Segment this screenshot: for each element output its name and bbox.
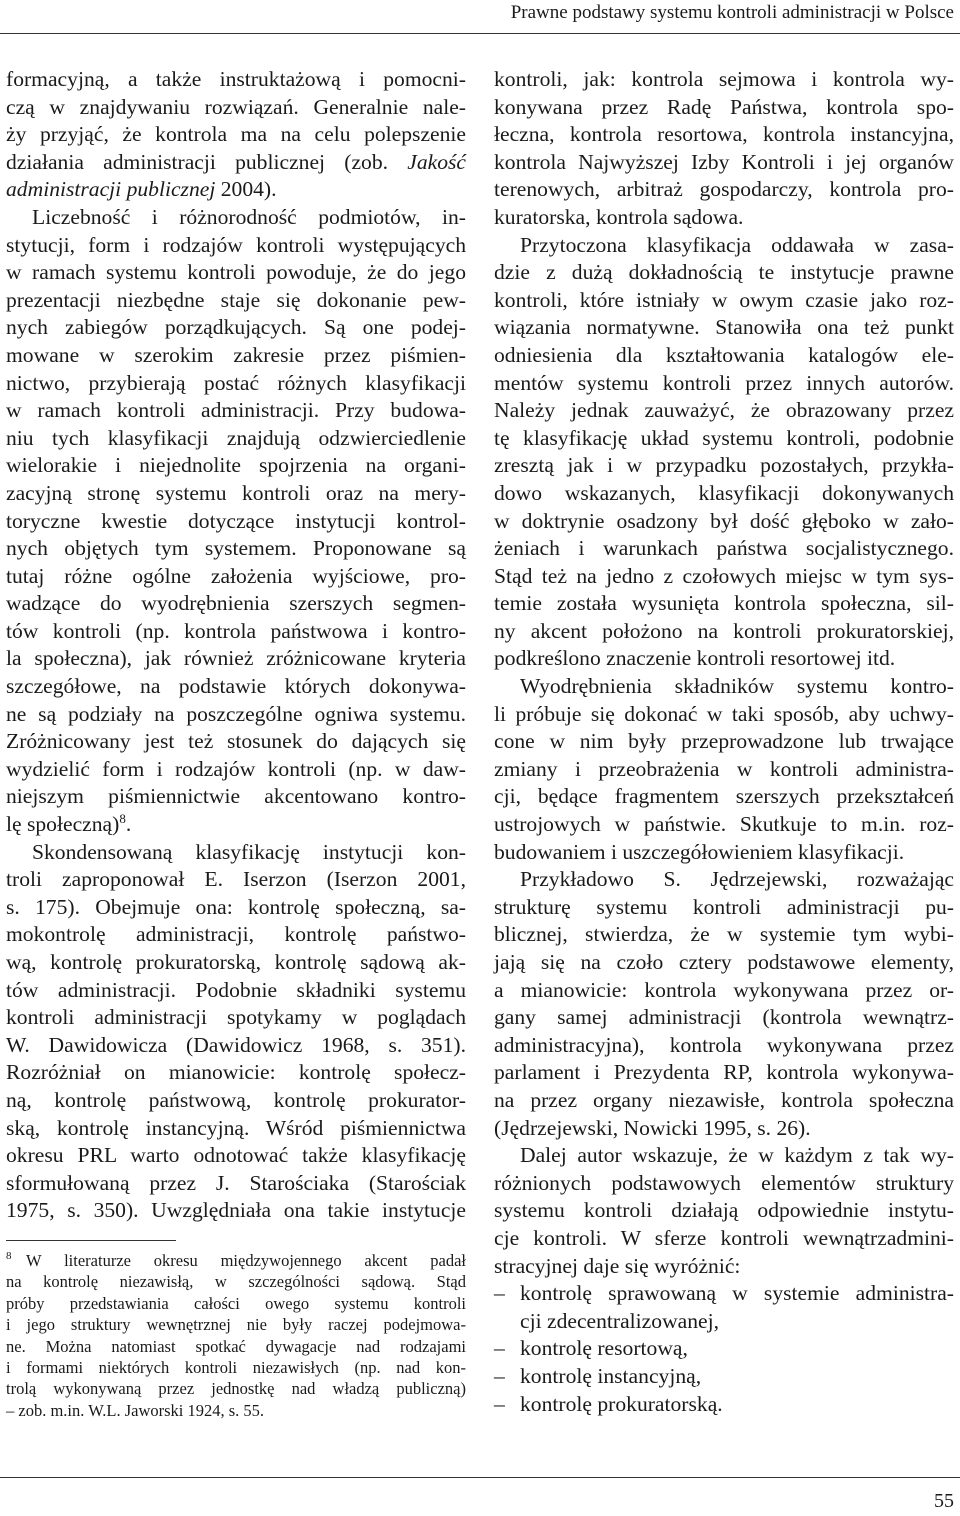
footnote-number: 8: [6, 1250, 12, 1262]
text-line: cone w nim były przeprowadzone lub trwające: [494, 729, 954, 754]
list-item-text: cji zdecentralizowanej,: [520, 1308, 720, 1333]
text-line-with-italic: [6, 176, 466, 204]
text-line: niejszym piśmiennictwie akcentowano kontro-: [6, 784, 466, 809]
text-line: (Jędrzejewski, Nowicki 1995, s. 26).: [494, 1115, 811, 1140]
text-line: strukturę systemu kontroli administracji pu-: [494, 894, 954, 919]
text-fragment: .: [125, 812, 132, 837]
text-line: wiązania normatywne. Stanowiła ona też punkt: [494, 315, 954, 340]
text-line: kontrola Najwyższej Izby Kontroli i jej organów: [494, 149, 954, 174]
text-line: wielorakie i niejednolite spojrzenia na organi-: [6, 453, 466, 478]
text-line: Należy jednak zauważyć, że obrazowany przez: [494, 398, 954, 423]
footnote-reference[interactable]: 8: [119, 810, 126, 826]
text-line: mokontrolę administracji, kontrolę państwo-: [6, 922, 466, 947]
footnote-divider: [6, 1240, 176, 1241]
text-line: nych objętych tym systemem. Proponowane są: [6, 536, 466, 561]
text-line: Skondensowaną klasyfikację instytucji kon-: [32, 839, 466, 864]
text-line: ustrojowych w państwie. Skutkuje to m.in. roz-: [494, 812, 954, 837]
text-line: szczegółowe, na podstawie których dokonywa-: [6, 674, 466, 699]
text-line: zresztą jak i w przypadku pozostałych, przykła-: [494, 453, 954, 478]
text-line: Rozróżniał on mianowicie: kontrolę społecz-: [6, 1060, 466, 1085]
list-dash: –: [494, 1336, 505, 1361]
text-line: kontroli, które istniały w owym czasie jako roz-: [494, 287, 954, 312]
text-line: formacyjną, a także instruktażową i pomocni-: [6, 67, 466, 91]
text-fragment: lę społeczną): [6, 812, 120, 837]
text-line: cji, będące fragmentem szerszych przekształceń: [494, 784, 954, 809]
text-line: podkreślono znaczenie kontroli resortowej itd.: [494, 646, 896, 671]
footnote-line: ne. Można natomiast spotkać dywagacje nad rodzajami: [6, 1336, 466, 1356]
text-line: temie została wysunięta kontrola społeczna, sil-: [494, 591, 954, 616]
text-line: Zróżnicowany jest też stosunek do dających się: [6, 729, 466, 754]
text-line: stytucji, form i rodzajów kontroli występujących: [6, 232, 466, 257]
text-line: różnionych podstawowych elementów struktury: [494, 1170, 954, 1195]
text-line: blicznej, stwierdza, że w systemie tym wybi-: [494, 922, 954, 947]
text-line: parlament i Prezydenta RP, kontrola wykonywa-: [494, 1060, 954, 1085]
text-line: tę klasyfikację układ systemu kontroli, podobnie: [494, 425, 954, 450]
text-line: ży przyjąć, że kontrola ma na celu polepszenie: [6, 122, 466, 147]
list-item-text: kontrolę resortową,: [520, 1336, 688, 1361]
text-line: li próbuje się dokonać w taki sposób, aby uchwy-: [494, 701, 954, 726]
footnote-line: W literaturze okresu międzywojennego akcent padał: [26, 1251, 466, 1270]
text-line: konywana przez Radę Państwa, kontrola spo-: [494, 94, 954, 119]
text-line: wą, kontrolę prokuratorską, kontrolę sądową ak-: [6, 950, 466, 974]
text-line: Stąd też na jedno z czołowych miejsc w tym sys-: [494, 563, 954, 588]
text-line: budowaniem i uszczegółowieniem klasyfikacji.: [494, 839, 905, 864]
text-line: Wyodrębnienia składników systemu kontro-: [520, 674, 954, 699]
text-line: Liczebność i różnorodność podmiotów, in-: [32, 204, 466, 229]
text-line: 1975, s. 350). Uwzględniała ona takie instytucje: [6, 1198, 466, 1223]
text-line: w ramach kontroli administracji. Przy budowa-: [6, 398, 466, 423]
text-line: gany samej administracji (kontrola wewnątrz-: [494, 1005, 954, 1030]
text-line: kuratorska, kontrola sądowa.: [494, 204, 744, 229]
list-dash: –: [494, 1391, 505, 1416]
text-line: w doktrynie osadzony był dość głęboko w zało-: [494, 508, 954, 533]
text-line: ne są podziały na poszczególne ogniwa systemu.: [6, 701, 466, 726]
list-item: [494, 1280, 954, 1308]
text-line: systemu kontroli działają odpowiednie instytu-: [494, 1198, 954, 1223]
text-line-with-italic: [6, 149, 466, 177]
footer-divider: [0, 1477, 960, 1478]
text-line: tutaj różne ogólne założenia wyjściowe, pro-: [6, 563, 466, 588]
text-line: administracyjna), kontrola wykonywana przez: [494, 1032, 954, 1057]
text-line: mowane w szerokim zakresie przez piśmien-: [6, 342, 466, 367]
text-line: niu tych klasyfikacji znajdują odzwierciedlenie: [6, 425, 466, 450]
header-divider: [0, 33, 960, 34]
text-line: jają się na czoło cztery podstawowe elementy,: [494, 950, 954, 974]
text-line: a mianowicie: kontrola wykonywana przez or-: [494, 977, 954, 1002]
text-line: Przykładowo S. Jędrzejewski, rozważając: [520, 867, 954, 892]
text-line: W. Dawidowicza (Dawidowicz 1968, s. 351).: [6, 1032, 466, 1057]
text-fragment: działania administracji publicznej (zob.: [6, 149, 408, 174]
footnote-line: trolą wykonywaną przez jednostkę nad władzą publiczną): [6, 1379, 466, 1399]
italic-citation: Jakość: [407, 149, 466, 174]
text-line: łeczna, kontrola resortowa, kontrola instancyjna,: [494, 122, 954, 147]
right-column: [494, 66, 954, 1418]
footnote-line: – zob. m.in. W.L. Jaworski 1924, s. 55.: [6, 1400, 265, 1420]
list-item-continuation: [494, 1308, 954, 1336]
text-line: ską, kontrolę instancyjną. Wśród piśmiennictwa: [6, 1115, 466, 1140]
text-line: wadzące do wyodrębnienia szerszych segmen-: [6, 591, 466, 616]
text-line: kontroli, jak: kontrola sejmowa i kontrola wy-: [494, 67, 954, 91]
list-item: [494, 1363, 954, 1391]
text-line: żeniach i warunkach państwa socjalistycznego.: [494, 536, 954, 561]
text-line: dzie z dużą dokładnością te instytucje prawne: [494, 260, 954, 285]
text-line: cje kontroli. W sferze kontroli wewnątrzadmini-: [494, 1225, 954, 1250]
text-line: Przytoczona klasyfikacja oddawała w zasa-: [520, 232, 954, 257]
text-line: tów administracji. Podobnie składniki systemu: [6, 977, 466, 1002]
text-line: nych zabiegów porządkujących. Są one podej-: [6, 315, 466, 340]
text-line: ną, kontrolę państwową, kontrolę prokurator-: [6, 1087, 466, 1112]
list-item-text: kontrolę prokuratorską.: [520, 1391, 723, 1416]
text-line: mentów systemu kontroli przez innych autorów.: [494, 370, 954, 395]
italic-citation: administracji publicznej: [6, 177, 216, 202]
text-line: terenowych, arbitraż gospodarczy, kontrola pro-: [494, 177, 954, 202]
text-line: Dalej autor wskazuje, że w każdym z tak wy-: [520, 1143, 954, 1168]
footnote-line: próby przedstawiania całości owego systemu kontroli: [6, 1293, 466, 1313]
text-line: dowo wskazanych, klasyfikacji dokonywanych: [494, 480, 954, 505]
text-line: la społeczna), jak również zróżnicowane kryteria: [6, 646, 466, 671]
text-line: na przez organy niezawisłe, kontrola społeczna: [494, 1087, 954, 1112]
text-line: wydzielić form i rodzajów kontroli (np. w daw-: [6, 756, 466, 781]
text-line: toryczne kwestie dotyczące instytucji kontrol-: [6, 508, 466, 533]
text-line: nictwo, przybierają postać różnych klasyfikacji: [6, 370, 466, 395]
footnote-line: na kontrolę niezawisłą, w szczególności sądową. Stąd: [6, 1272, 466, 1292]
text-line: tów kontroli (np. kontrola państwowa i kontro-: [6, 618, 466, 643]
list-item: [494, 1391, 954, 1419]
page-number: 55: [934, 1490, 954, 1512]
running-header: Prawne podstawy systemu kontroli administracji w Polsce: [510, 2, 954, 23]
text-line: prezentacji niezbędne staje się dokonanie pew-: [6, 287, 466, 312]
text-line: czą w znajdywaniu rozwiązań. Generalnie nale-: [6, 94, 466, 119]
left-column: [6, 66, 466, 1225]
text-line: stracyjnej daje się wyróżnić:: [494, 1253, 741, 1278]
text-line: w ramach systemu kontroli powoduje, że do jego: [6, 260, 466, 285]
footnote-line: i formami niektórych kontroli niezawisłych (np. nad kon-: [6, 1357, 466, 1377]
list-dash: –: [494, 1281, 505, 1306]
footnote-line: i jego struktury wewnętrznej nie były raczej podejmowa-: [6, 1315, 466, 1335]
list-item: [494, 1335, 954, 1363]
text-line: s. 175). Obejmuje ona: kontrolę społeczną, sa-: [6, 894, 466, 919]
list-item-text: kontrolę sprawowaną w systemie administra-: [520, 1281, 954, 1306]
text-line-with-footnote-ref: [6, 811, 466, 839]
text-line: sformułowaną przez J. Starościaka (Starościak: [6, 1170, 466, 1195]
footnote: [6, 1250, 466, 1421]
text-line: kontroli administracji spotykamy w poglądach: [6, 1005, 466, 1030]
text-line: odniesienia dla kształtowania katalogów ele-: [494, 342, 954, 367]
list-dash: –: [494, 1363, 505, 1388]
text-fragment: 2004).: [215, 177, 277, 202]
text-line: zmiany i przeobrażenia w kontroli administra-: [494, 756, 954, 781]
text-line: ny akcent położono na kontroli prokuratorskiej,: [494, 618, 954, 643]
list-item-text: kontrolę instancyjną,: [520, 1363, 702, 1388]
text-line: zacyjną stronę systemu kontroli oraz na mery-: [6, 480, 466, 505]
text-line: troli zaproponował E. Iserzon (Iserzon 2001,: [6, 867, 466, 892]
text-line: okresu PRL warto odnotować także klasyfikację: [6, 1143, 466, 1168]
